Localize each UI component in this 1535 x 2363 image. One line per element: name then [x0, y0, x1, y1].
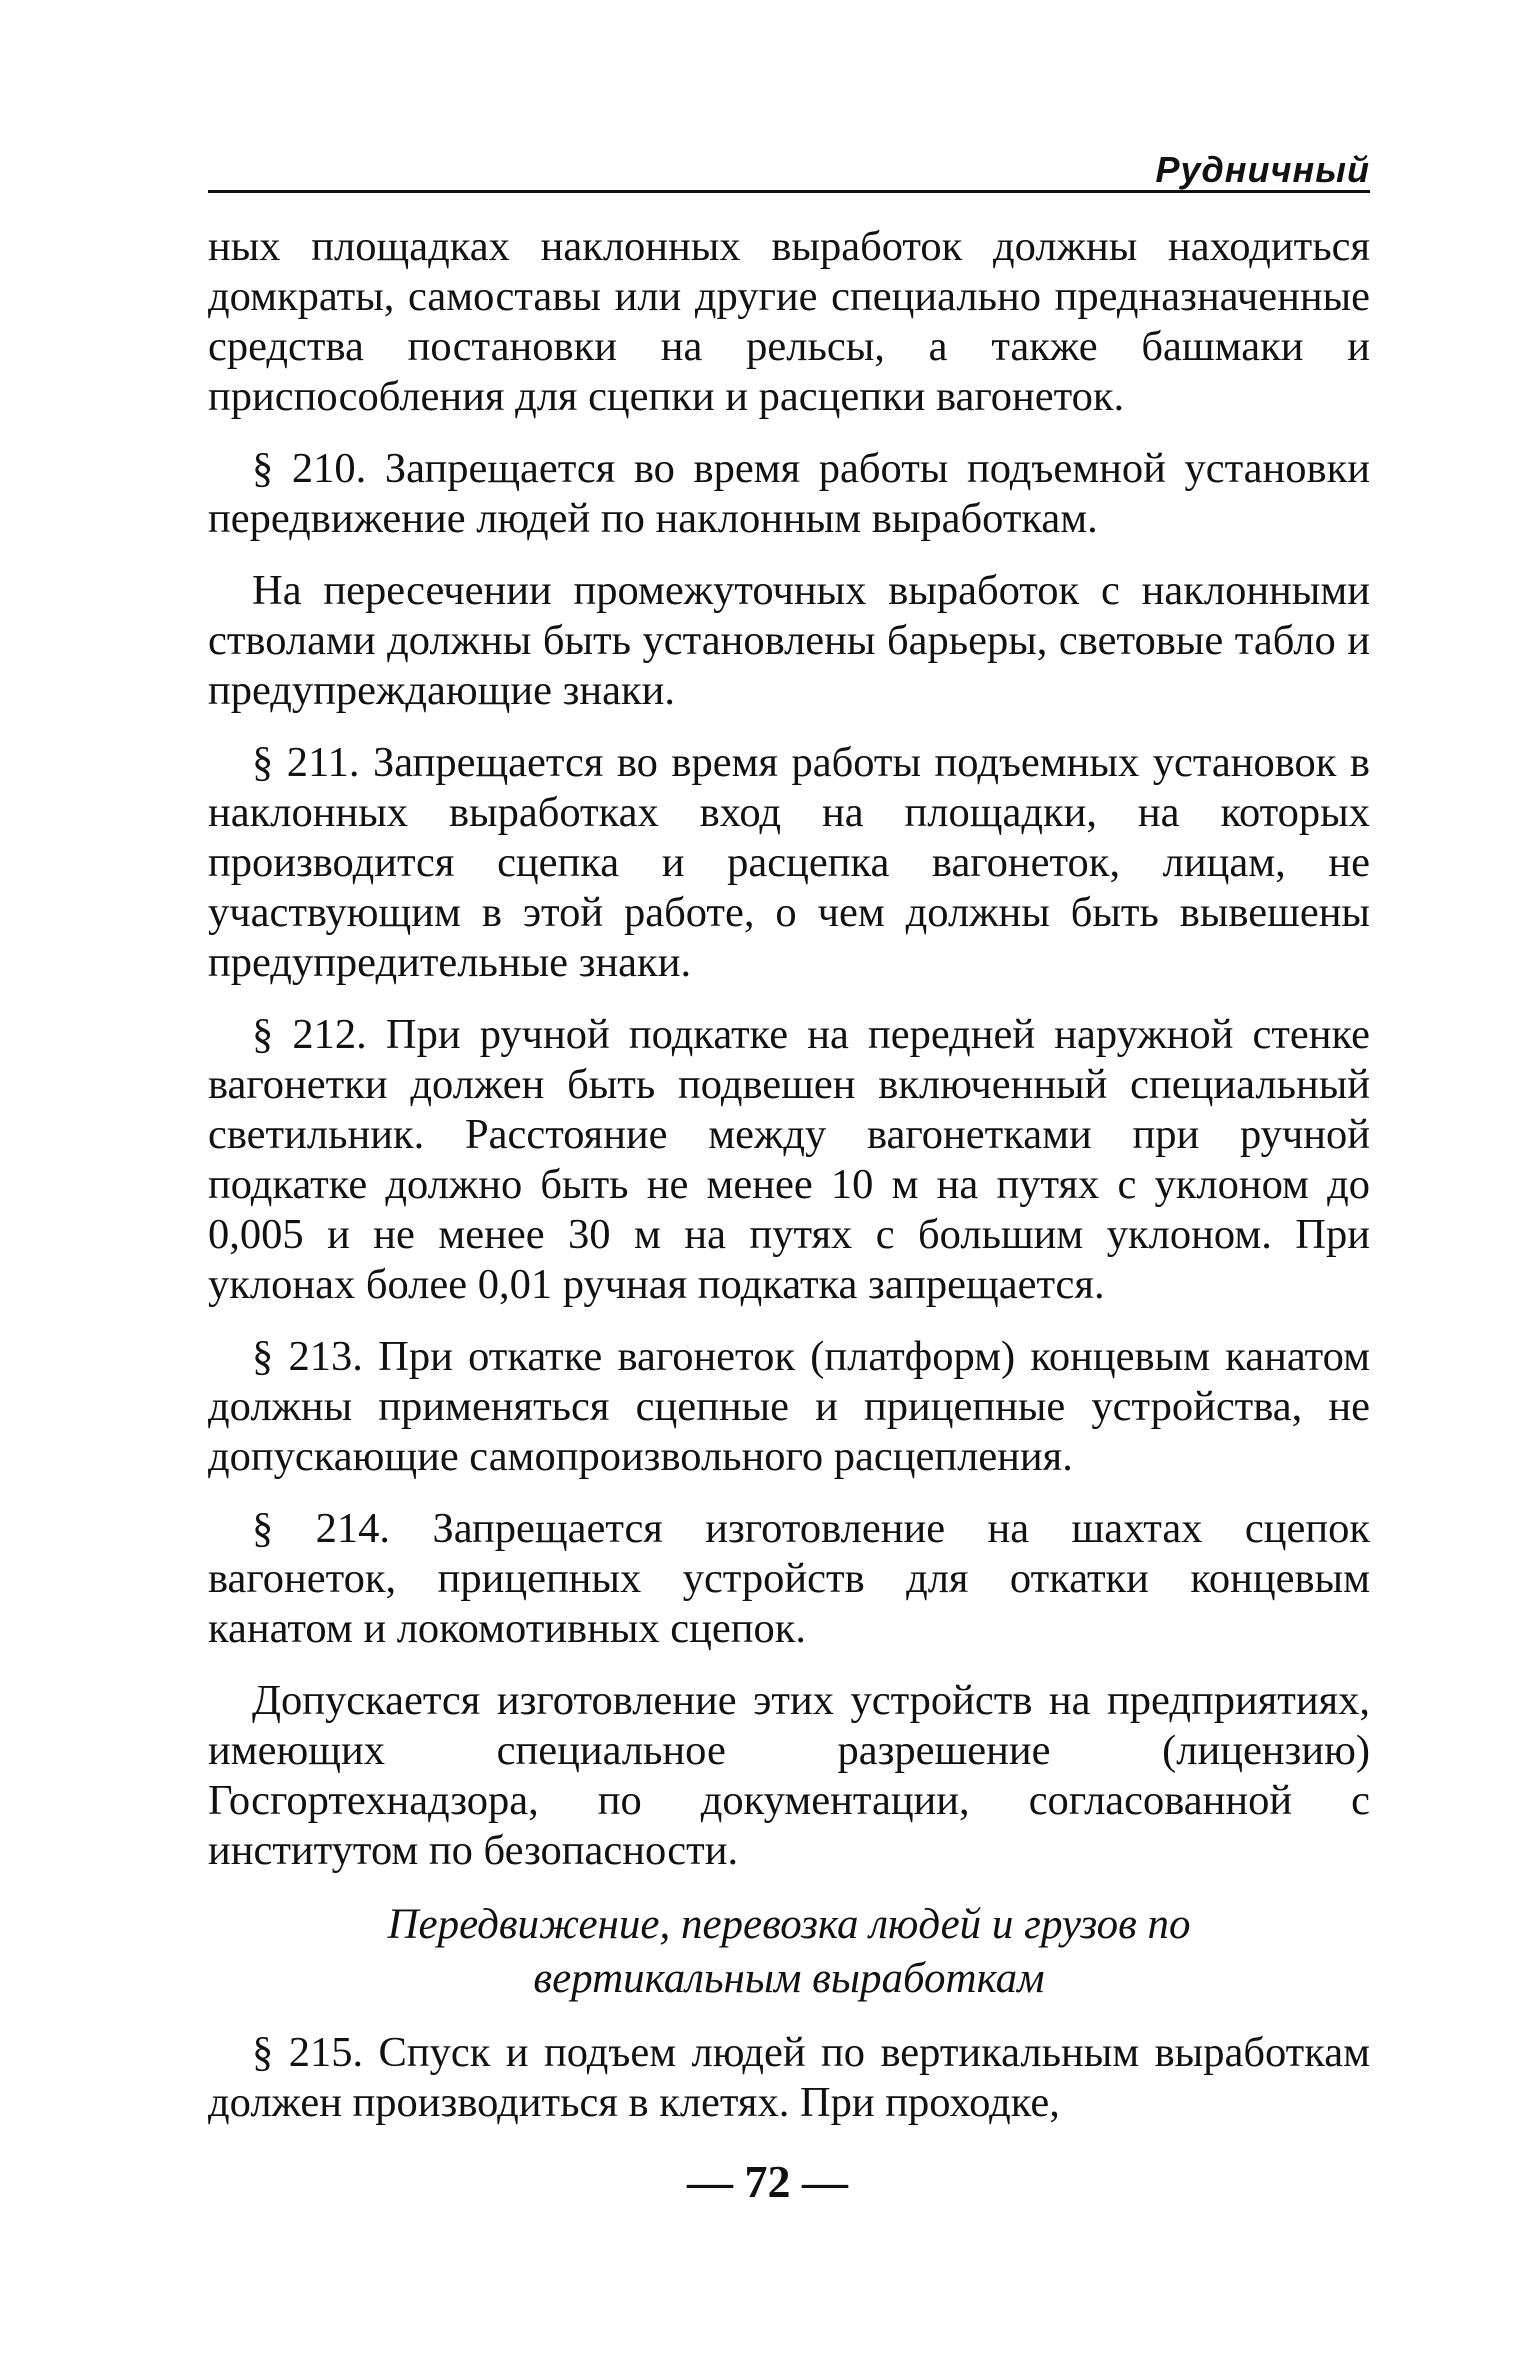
- paragraph-section-210: § 210. Запрещается во время работы подъемной установки передвижение людей по наклонным выработкам.: [208, 445, 1370, 542]
- page-number: — 72 —: [687, 2156, 848, 2207]
- paragraph-section-214: § 214. Запрещается изготовление на шахтах сцепок вагонеток, прицепных устройств для откатки концевым канатом и локомотивных сцепок.: [208, 1505, 1370, 1652]
- paragraph-section-213: § 213. При откатке вагонеток (платформ) концевым канатом должны применяться сцепные и прицепные устройства, не допускающие самопроизвольного расцепления.: [208, 1333, 1370, 1480]
- paragraph: На пересечении промежуточных выработок с наклонными стволами должны быть установлены барьеры, световые табло и предупреждающие знаки.: [208, 567, 1370, 714]
- page-body: [208, 222, 1370, 2150]
- section-heading: [208, 1898, 1370, 2006]
- paragraph-section-211: § 211. Запрещается во время работы подъемных установок в наклонных выработках вход на площадки, на которых производится сцепка и расцепка вагонеток, лицам, не участвующим в этой работе, о чем должны быть вывешены предупредительные знаки.: [208, 739, 1370, 986]
- paragraph-section-215: § 215. Спуск и подъем людей по вертикальным выработкам должен производиться в клетях. При проходке,: [208, 2029, 1370, 2126]
- running-header: [208, 150, 1370, 193]
- section-heading-line-1: Передвижение, перевозка людей и грузов по: [387, 1901, 1191, 1948]
- paragraph-section-212: § 212. При ручной подкатке на передней наружной стенке вагонетки должен быть подвешен включенный специальный светильник. Расстояние между вагонетками при ручной подкатке должно быть не менее 10 м на путях с уклоном до 0,005 и не менее 30 м на путях с большим уклоном. При уклонах более 0,01 ручная подкатка запрещается.: [208, 1011, 1370, 1308]
- section-heading-line-2: вертикальным выработкам: [533, 1955, 1045, 2002]
- paragraph: Допускается изготовление этих устройств на предприятиях, имеющих специальное разрешение (лицензию) Госгортехнадзора, по документации, согласованной с институтом по безопасности.: [208, 1677, 1370, 1874]
- running-title: Рудничный: [1155, 149, 1370, 190]
- paragraph: ных площадках наклонных выработок должны находиться домкраты, самоставы или другие специально предназначенные средства постановки на рельсы, а также башмаки и приспособления для сцепки и расцепки вагонеток.: [208, 223, 1370, 420]
